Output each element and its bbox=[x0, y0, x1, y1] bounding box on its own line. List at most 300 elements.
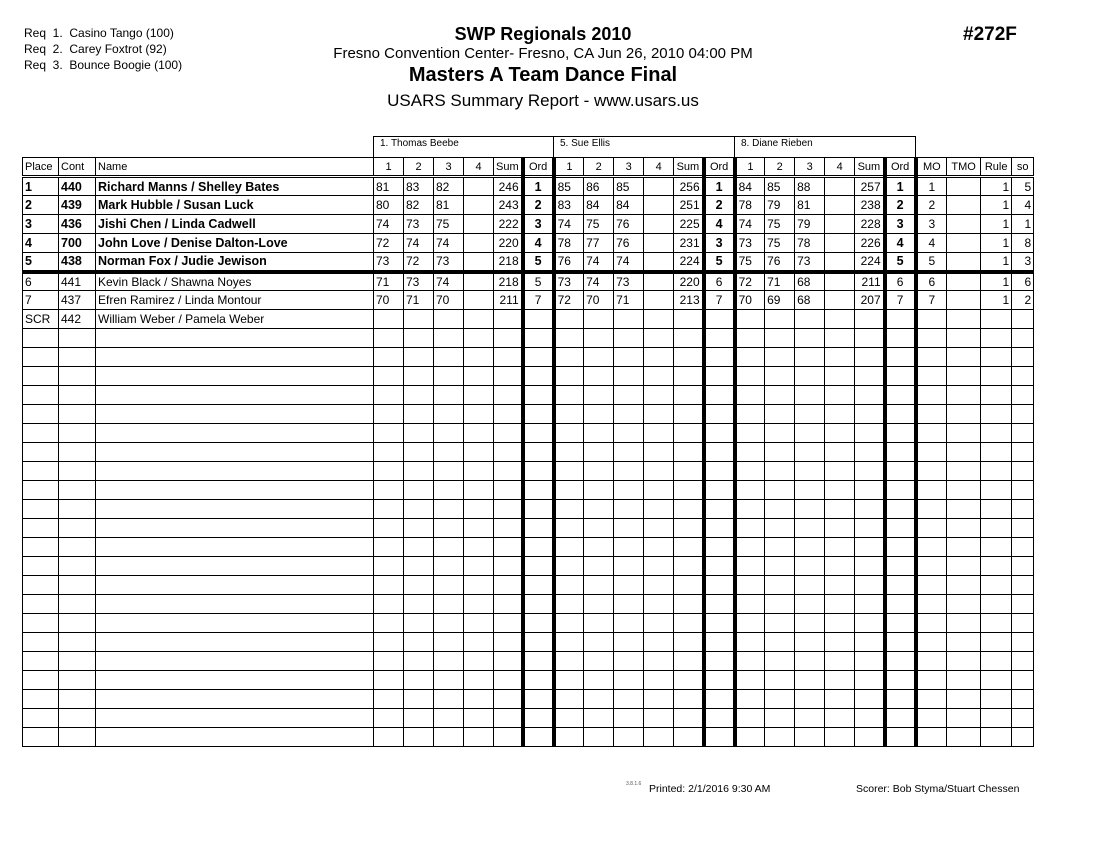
so-cell bbox=[1012, 405, 1034, 424]
sum-cell: 213 bbox=[674, 291, 704, 310]
empty-row bbox=[23, 709, 1034, 728]
team-name-cell bbox=[96, 405, 374, 424]
team-name-cell bbox=[96, 500, 374, 519]
dance-score-cell bbox=[374, 538, 404, 557]
team-name-cell bbox=[96, 709, 374, 728]
team-name-cell bbox=[96, 424, 374, 443]
dance-score-cell bbox=[374, 500, 404, 519]
dance-score-cell bbox=[584, 310, 614, 329]
dance-score-cell bbox=[584, 386, 614, 405]
contestant-number-cell: 441 bbox=[59, 272, 96, 291]
sum-cell bbox=[674, 671, 704, 690]
dance-score-cell bbox=[404, 652, 434, 671]
ordinal-cell: 5 bbox=[523, 253, 554, 272]
ordinal-cell bbox=[885, 310, 916, 329]
dance-score-cell bbox=[825, 310, 855, 329]
contestant-number-cell bbox=[59, 633, 96, 652]
team-name-cell bbox=[96, 633, 374, 652]
dance-score-cell: 74 bbox=[554, 215, 584, 234]
mo-cell bbox=[916, 443, 947, 462]
dance-score-cell: 80 bbox=[374, 196, 404, 215]
ordinal-cell bbox=[704, 557, 735, 576]
place-cell: 5 bbox=[23, 253, 59, 272]
dance-score-cell bbox=[825, 443, 855, 462]
sum-cell: 207 bbox=[855, 291, 885, 310]
place-cell bbox=[23, 500, 59, 519]
dance-score-cell bbox=[765, 386, 795, 405]
empty-row bbox=[23, 519, 1034, 538]
dance-score-cell bbox=[374, 405, 404, 424]
dance-score-cell bbox=[434, 538, 464, 557]
dance-score-cell bbox=[735, 386, 765, 405]
ordinal-cell: 7 bbox=[885, 291, 916, 310]
dance-score-cell bbox=[644, 196, 674, 215]
dance-score-cell bbox=[434, 671, 464, 690]
ordinal-cell bbox=[704, 405, 735, 424]
place-cell bbox=[23, 576, 59, 595]
dance-score-cell bbox=[825, 215, 855, 234]
sum-cell: 220 bbox=[674, 272, 704, 291]
sum-cell bbox=[855, 310, 885, 329]
so-cell bbox=[1012, 538, 1034, 557]
col-cont: Cont bbox=[59, 158, 96, 177]
dance-score-cell bbox=[554, 424, 584, 443]
ordinal-cell bbox=[704, 386, 735, 405]
dance-score-cell: 71 bbox=[765, 272, 795, 291]
ordinal-cell bbox=[523, 443, 554, 462]
mo-cell bbox=[916, 405, 947, 424]
dance-score-cell bbox=[404, 405, 434, 424]
dance-score-cell bbox=[554, 690, 584, 709]
place-cell bbox=[23, 405, 59, 424]
sum-cell: 251 bbox=[674, 196, 704, 215]
dance-score-cell bbox=[614, 728, 644, 747]
dance-score-cell: 77 bbox=[584, 234, 614, 253]
ordinal-cell bbox=[523, 519, 554, 538]
dance-score-cell bbox=[404, 519, 434, 538]
dance-score-cell bbox=[765, 500, 795, 519]
dance-score-cell bbox=[614, 500, 644, 519]
dance-score-cell bbox=[735, 538, 765, 557]
rule-cell: 1 bbox=[981, 196, 1012, 215]
contestant-number-cell bbox=[59, 481, 96, 500]
dance-score-cell bbox=[644, 690, 674, 709]
dance-score-cell: 79 bbox=[765, 196, 795, 215]
col-so: so bbox=[1012, 158, 1034, 177]
sum-cell bbox=[494, 386, 523, 405]
dance-score-cell bbox=[434, 595, 464, 614]
dance-score-cell bbox=[765, 633, 795, 652]
dance-score-cell bbox=[735, 481, 765, 500]
mo-cell bbox=[916, 329, 947, 348]
dance-score-cell bbox=[795, 329, 825, 348]
mo-cell bbox=[916, 671, 947, 690]
dance-score-cell bbox=[554, 652, 584, 671]
mo-cell bbox=[916, 576, 947, 595]
rule-cell bbox=[981, 443, 1012, 462]
dance-score-cell: 82 bbox=[404, 196, 434, 215]
dance-score-cell bbox=[554, 633, 584, 652]
team-name-cell bbox=[96, 614, 374, 633]
dance-score-cell bbox=[644, 652, 674, 671]
mo-cell bbox=[916, 500, 947, 519]
dance-score-cell bbox=[825, 614, 855, 633]
mo-cell: 5 bbox=[916, 253, 947, 272]
sum-cell bbox=[674, 614, 704, 633]
dance-score-cell bbox=[464, 215, 494, 234]
col-j2-d1: 1 bbox=[554, 158, 584, 177]
col-j1-d2: 2 bbox=[404, 158, 434, 177]
so-cell bbox=[1012, 386, 1034, 405]
ordinal-cell: 5 bbox=[523, 272, 554, 291]
table-row bbox=[23, 196, 1034, 215]
dance-score-cell bbox=[795, 614, 825, 633]
dance-score-cell: 85 bbox=[614, 177, 644, 196]
dance-score-cell: 75 bbox=[735, 253, 765, 272]
ordinal-cell bbox=[704, 462, 735, 481]
table-row bbox=[23, 177, 1034, 196]
place-cell bbox=[23, 652, 59, 671]
ordinal-cell: 7 bbox=[523, 291, 554, 310]
ordinal-cell bbox=[885, 671, 916, 690]
dance-score-cell bbox=[765, 690, 795, 709]
col-j1-d4: 4 bbox=[464, 158, 494, 177]
team-name-cell: Efren Ramirez / Linda Montour bbox=[96, 291, 374, 310]
dance-score-cell: 85 bbox=[765, 177, 795, 196]
dance-score-cell bbox=[584, 671, 614, 690]
ordinal-cell bbox=[885, 329, 916, 348]
dance-score-cell bbox=[644, 367, 674, 386]
contestant-number-cell bbox=[59, 329, 96, 348]
contestant-number-cell bbox=[59, 367, 96, 386]
report-title: USARS Summary Report - www.usars.us bbox=[387, 91, 699, 110]
contestant-number-cell bbox=[59, 500, 96, 519]
rule-cell bbox=[981, 329, 1012, 348]
dance-score-cell bbox=[404, 500, 434, 519]
team-name-cell bbox=[96, 576, 374, 595]
dance-score-cell bbox=[825, 576, 855, 595]
dance-score-cell bbox=[464, 481, 494, 500]
sum-cell bbox=[855, 405, 885, 424]
dance-score-cell bbox=[404, 728, 434, 747]
sum-cell bbox=[855, 728, 885, 747]
dance-score-cell bbox=[554, 671, 584, 690]
mo-cell bbox=[916, 557, 947, 576]
sum-cell bbox=[855, 709, 885, 728]
dance-score-cell bbox=[614, 633, 644, 652]
dance-score-cell bbox=[614, 614, 644, 633]
sum-cell bbox=[855, 652, 885, 671]
dance-score-cell bbox=[584, 652, 614, 671]
so-cell: 1 bbox=[1012, 215, 1034, 234]
mo-cell bbox=[916, 462, 947, 481]
place-cell bbox=[23, 557, 59, 576]
dance-score-cell bbox=[795, 595, 825, 614]
tmo-cell bbox=[947, 538, 981, 557]
ordinal-cell bbox=[885, 576, 916, 595]
dance-score-cell bbox=[614, 348, 644, 367]
dance-score-cell bbox=[404, 367, 434, 386]
tmo-cell bbox=[947, 519, 981, 538]
dance-score-cell bbox=[374, 557, 404, 576]
mo-cell: 6 bbox=[916, 272, 947, 291]
dance-score-cell bbox=[434, 386, 464, 405]
event-number: #272F bbox=[963, 24, 1017, 45]
mo-cell bbox=[916, 728, 947, 747]
sum-cell bbox=[674, 557, 704, 576]
sum-cell bbox=[674, 595, 704, 614]
dance-score-cell: 74 bbox=[584, 253, 614, 272]
ordinal-cell bbox=[704, 424, 735, 443]
ordinal-cell bbox=[704, 728, 735, 747]
dance-score-cell bbox=[765, 348, 795, 367]
dance-score-cell bbox=[464, 367, 494, 386]
dance-score-cell: 84 bbox=[614, 196, 644, 215]
team-name-cell bbox=[96, 367, 374, 386]
dance-score-cell bbox=[434, 462, 464, 481]
dance-score-cell bbox=[765, 576, 795, 595]
place-cell bbox=[23, 348, 59, 367]
col-j2-d3: 3 bbox=[614, 158, 644, 177]
ordinal-cell: 1 bbox=[885, 177, 916, 196]
dance-score-cell bbox=[825, 291, 855, 310]
dance-score-cell bbox=[735, 405, 765, 424]
sum-cell: 225 bbox=[674, 215, 704, 234]
rule-cell bbox=[981, 310, 1012, 329]
dance-score-cell: 72 bbox=[404, 253, 434, 272]
rule-cell: 1 bbox=[981, 234, 1012, 253]
rule-cell bbox=[981, 671, 1012, 690]
dance-score-cell bbox=[404, 633, 434, 652]
rule-cell bbox=[981, 386, 1012, 405]
dance-score-cell bbox=[825, 177, 855, 196]
sum-cell bbox=[674, 424, 704, 443]
dance-score-cell bbox=[464, 234, 494, 253]
dance-score-cell bbox=[584, 557, 614, 576]
mo-cell bbox=[916, 614, 947, 633]
tmo-cell bbox=[947, 481, 981, 500]
col-j2-d4: 4 bbox=[644, 158, 674, 177]
place-cell: 1 bbox=[23, 177, 59, 196]
place-cell: 4 bbox=[23, 234, 59, 253]
dance-score-cell bbox=[434, 348, 464, 367]
team-name-cell bbox=[96, 519, 374, 538]
so-cell: 3 bbox=[1012, 253, 1034, 272]
dance-score-cell bbox=[584, 348, 614, 367]
ordinal-cell bbox=[885, 519, 916, 538]
dance-score-cell: 73 bbox=[735, 234, 765, 253]
dance-score-cell bbox=[404, 538, 434, 557]
sum-cell bbox=[855, 481, 885, 500]
mo-cell bbox=[916, 633, 947, 652]
empty-row bbox=[23, 329, 1034, 348]
dance-score-cell bbox=[614, 443, 644, 462]
empty-row bbox=[23, 557, 1034, 576]
dance-score-cell bbox=[644, 557, 674, 576]
dance-score-cell bbox=[795, 386, 825, 405]
contestant-number-cell bbox=[59, 386, 96, 405]
sum-cell bbox=[674, 633, 704, 652]
dance-score-cell: 74 bbox=[404, 234, 434, 253]
so-cell bbox=[1012, 500, 1034, 519]
dance-score-cell: 75 bbox=[765, 234, 795, 253]
dance-score-cell bbox=[735, 595, 765, 614]
dance-score-cell bbox=[464, 690, 494, 709]
sum-cell bbox=[494, 671, 523, 690]
rule-cell bbox=[981, 519, 1012, 538]
dance-score-cell bbox=[404, 576, 434, 595]
place-cell bbox=[23, 329, 59, 348]
sum-cell bbox=[855, 329, 885, 348]
so-cell: 2 bbox=[1012, 291, 1034, 310]
so-cell bbox=[1012, 443, 1034, 462]
dance-score-cell bbox=[825, 728, 855, 747]
mo-cell: 7 bbox=[916, 291, 947, 310]
dance-score-cell bbox=[464, 310, 494, 329]
rule-cell bbox=[981, 595, 1012, 614]
dance-score-cell bbox=[434, 443, 464, 462]
so-cell bbox=[1012, 576, 1034, 595]
dance-score-cell bbox=[765, 671, 795, 690]
tmo-cell bbox=[947, 671, 981, 690]
contestant-number-cell bbox=[59, 424, 96, 443]
dance-score-cell bbox=[434, 709, 464, 728]
dance-score-cell bbox=[404, 424, 434, 443]
dance-score-cell bbox=[554, 329, 584, 348]
col-name: Name bbox=[96, 158, 374, 177]
team-name-cell bbox=[96, 443, 374, 462]
ordinal-cell: 1 bbox=[704, 177, 735, 196]
dance-score-cell: 74 bbox=[735, 215, 765, 234]
empty-row bbox=[23, 538, 1034, 557]
dance-score-cell bbox=[614, 329, 644, 348]
dance-score-cell bbox=[464, 538, 494, 557]
dance-score-cell bbox=[374, 690, 404, 709]
dance-score-cell bbox=[464, 595, 494, 614]
dance-score-cell bbox=[644, 481, 674, 500]
sum-cell bbox=[855, 500, 885, 519]
dance-score-cell: 73 bbox=[554, 272, 584, 291]
team-name-cell: Norman Fox / Judie Jewison bbox=[96, 253, 374, 272]
dance-score-cell bbox=[434, 367, 464, 386]
dance-score-cell: 81 bbox=[795, 196, 825, 215]
dance-score-cell bbox=[644, 576, 674, 595]
col-j1-d1: 1 bbox=[374, 158, 404, 177]
sum-cell bbox=[494, 405, 523, 424]
mo-cell bbox=[916, 595, 947, 614]
contestant-number-cell bbox=[59, 557, 96, 576]
dance-score-cell bbox=[374, 728, 404, 747]
contestant-number-cell bbox=[59, 538, 96, 557]
sum-cell bbox=[855, 671, 885, 690]
rule-cell: 1 bbox=[981, 253, 1012, 272]
contestant-number-cell bbox=[59, 728, 96, 747]
rule-cell bbox=[981, 690, 1012, 709]
dance-score-cell: 76 bbox=[614, 215, 644, 234]
ordinal-cell bbox=[704, 348, 735, 367]
empty-row bbox=[23, 595, 1034, 614]
col-j1-d3: 3 bbox=[434, 158, 464, 177]
dance-score-cell bbox=[554, 728, 584, 747]
mo-cell bbox=[916, 652, 947, 671]
col-rule: Rule bbox=[981, 158, 1012, 177]
ordinal-cell bbox=[885, 652, 916, 671]
sum-cell: 246 bbox=[494, 177, 523, 196]
mo-cell: 1 bbox=[916, 177, 947, 196]
col-j2-sum: Sum bbox=[674, 158, 704, 177]
tmo-cell bbox=[947, 215, 981, 234]
sum-cell bbox=[855, 443, 885, 462]
contestant-number-cell bbox=[59, 405, 96, 424]
dance-score-cell bbox=[644, 215, 674, 234]
ordinal-cell bbox=[885, 405, 916, 424]
required-dance-3: Req 3. Bounce Boogie (100) bbox=[24, 58, 183, 72]
ordinal-cell bbox=[523, 728, 554, 747]
dance-score-cell bbox=[464, 291, 494, 310]
dance-score-cell bbox=[584, 367, 614, 386]
rule-cell: 1 bbox=[981, 291, 1012, 310]
ordinal-cell bbox=[523, 652, 554, 671]
dance-score-cell bbox=[554, 595, 584, 614]
dance-score-cell bbox=[795, 405, 825, 424]
rule-cell bbox=[981, 614, 1012, 633]
dance-score-cell bbox=[825, 234, 855, 253]
venue-datetime: Fresno Convention Center- Fresno, CA Jun 26, 2010 04:00 PM bbox=[333, 45, 753, 62]
dance-score-cell bbox=[584, 538, 614, 557]
dance-score-cell: 81 bbox=[374, 177, 404, 196]
dance-score-cell bbox=[464, 196, 494, 215]
dance-score-cell bbox=[644, 614, 674, 633]
place-cell bbox=[23, 443, 59, 462]
dance-score-cell bbox=[614, 386, 644, 405]
mo-cell bbox=[916, 424, 947, 443]
dance-score-cell bbox=[795, 462, 825, 481]
dance-score-cell: 73 bbox=[404, 215, 434, 234]
sum-cell bbox=[855, 462, 885, 481]
place-cell bbox=[23, 709, 59, 728]
dance-score-cell: 70 bbox=[434, 291, 464, 310]
tmo-cell bbox=[947, 557, 981, 576]
sum-cell bbox=[674, 443, 704, 462]
empty-row bbox=[23, 386, 1034, 405]
team-name-cell: John Love / Denise Dalton-Love bbox=[96, 234, 374, 253]
dance-score-cell bbox=[735, 443, 765, 462]
printed-timestamp: Printed: 2/1/2016 9:30 AM bbox=[649, 783, 771, 795]
dance-score-cell bbox=[825, 671, 855, 690]
dance-score-cell bbox=[735, 348, 765, 367]
sum-cell bbox=[494, 538, 523, 557]
sum-cell bbox=[674, 348, 704, 367]
so-cell bbox=[1012, 633, 1034, 652]
dance-score-cell bbox=[735, 500, 765, 519]
dance-score-cell bbox=[735, 367, 765, 386]
sum-cell bbox=[855, 576, 885, 595]
dance-score-cell bbox=[795, 424, 825, 443]
place-cell bbox=[23, 690, 59, 709]
dance-score-cell bbox=[434, 652, 464, 671]
dance-score-cell bbox=[735, 576, 765, 595]
so-cell bbox=[1012, 424, 1034, 443]
results-table bbox=[22, 157, 1034, 747]
tmo-cell bbox=[947, 272, 981, 291]
sum-cell bbox=[494, 576, 523, 595]
dance-score-cell bbox=[765, 538, 795, 557]
sum-cell: 256 bbox=[674, 177, 704, 196]
place-cell bbox=[23, 462, 59, 481]
dance-score-cell bbox=[825, 690, 855, 709]
sum-cell bbox=[674, 519, 704, 538]
ordinal-cell bbox=[704, 652, 735, 671]
